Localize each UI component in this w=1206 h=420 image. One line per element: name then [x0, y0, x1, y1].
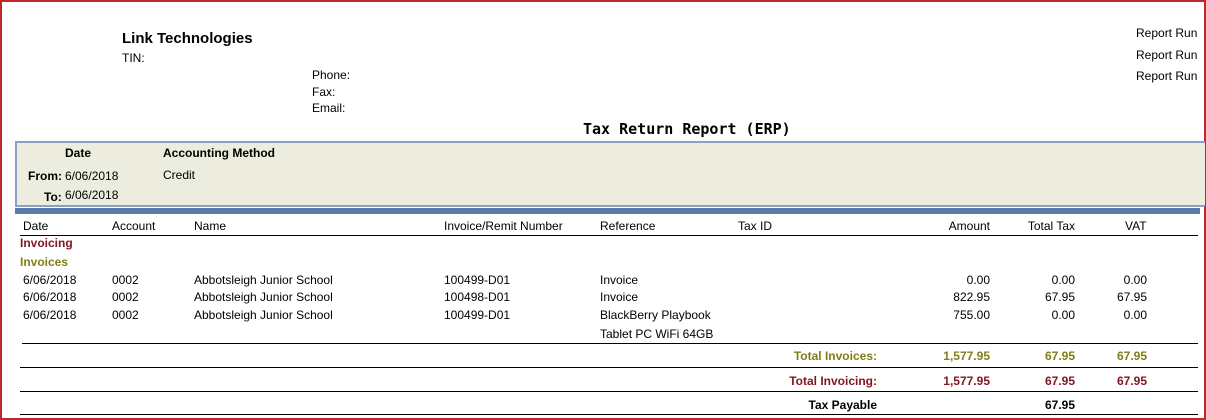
total-invoices-tax: 67.95 — [1044, 349, 1075, 363]
row-invoice-number: 100499-D01 — [444, 273, 511, 287]
row-date: 6/06/2018 — [23, 273, 77, 287]
report-run-label: Report Run — [1136, 48, 1198, 62]
row-account: 0002 — [112, 308, 139, 322]
row-vat: 67.95 — [1116, 290, 1147, 304]
method-param-header: Accounting Method — [163, 146, 275, 160]
row-total-tax: 0.00 — [1051, 308, 1075, 322]
total-invoicing-label: Total Invoicing: — [789, 374, 877, 388]
total-invoicing-tax: 67.95 — [1044, 374, 1075, 388]
row-amount: 755.00 — [953, 308, 990, 322]
row-name: Abbotsleigh Junior School — [194, 308, 333, 322]
header-rule — [20, 235, 1198, 236]
subsection-heading: Invoices — [20, 255, 69, 269]
report-title: Tax Return Report (ERP) — [583, 120, 791, 138]
col-name: Name — [194, 219, 227, 233]
col-date: Date — [23, 219, 49, 233]
phone-label: Phone: — [312, 68, 351, 82]
col-tax-id: Tax ID — [738, 219, 773, 233]
tin-label: TIN: — [122, 51, 145, 65]
email-label: Email: — [312, 101, 346, 115]
row-vat: 0.00 — [1123, 273, 1147, 287]
parameters-divider — [15, 208, 1200, 214]
from-date: 6/06/2018 — [65, 169, 119, 183]
row-invoice-number: 100498-D01 — [444, 290, 511, 304]
section-heading: Invoicing — [20, 236, 73, 250]
row-reference: BlackBerry Playbook — [600, 308, 711, 322]
fax-label: Fax: — [312, 85, 336, 99]
row-reference: Invoice — [600, 290, 639, 304]
col-vat: VAT — [1125, 219, 1147, 233]
bottom-rule — [20, 414, 1198, 415]
to-label: To: — [44, 190, 62, 204]
row-account: 0002 — [112, 290, 139, 304]
accounting-method-value: Credit — [163, 168, 196, 182]
total-rule — [20, 367, 1198, 368]
row-name: Abbotsleigh Junior School — [194, 273, 333, 287]
row-date: 6/06/2018 — [23, 290, 77, 304]
row-reference: Invoice — [600, 273, 639, 287]
date-param-header: Date — [65, 146, 92, 160]
total-invoicing-amount: 1,577.95 — [943, 374, 990, 388]
total-invoices-amount: 1,577.95 — [943, 349, 990, 363]
tax-payable-value: 67.95 — [1044, 398, 1075, 412]
row-account: 0002 — [112, 273, 139, 287]
payable-rule — [20, 391, 1198, 392]
report-run-label: Report Run — [1136, 69, 1198, 83]
col-invoice-number: Invoice/Remit Number — [444, 219, 563, 233]
total-invoicing-vat: 67.95 — [1116, 374, 1147, 388]
company-name: Link Technologies — [122, 30, 253, 47]
total-invoices-label: Total Invoices: — [793, 349, 877, 363]
from-label: From: — [28, 169, 62, 183]
col-amount: Amount — [948, 219, 990, 233]
col-account: Account — [112, 219, 156, 233]
row-total-tax: 67.95 — [1044, 290, 1075, 304]
report-run-label: Report Run — [1136, 26, 1198, 40]
row-reference-continued: Tablet PC WiFi 64GB — [600, 327, 714, 341]
subtotal-rule — [22, 343, 1198, 344]
to-date: 6/06/2018 — [65, 188, 119, 202]
col-total-tax: Total Tax — [1027, 219, 1075, 233]
row-amount: 822.95 — [953, 290, 990, 304]
row-total-tax: 0.00 — [1051, 273, 1075, 287]
total-invoices-vat: 67.95 — [1116, 349, 1147, 363]
tax-payable-label: Tax Payable — [808, 398, 877, 412]
row-name: Abbotsleigh Junior School — [194, 290, 333, 304]
row-invoice-number: 100499-D01 — [444, 308, 511, 322]
row-date: 6/06/2018 — [23, 308, 77, 322]
row-vat: 0.00 — [1123, 308, 1147, 322]
row-amount: 0.00 — [966, 273, 990, 287]
col-reference: Reference — [600, 219, 656, 233]
